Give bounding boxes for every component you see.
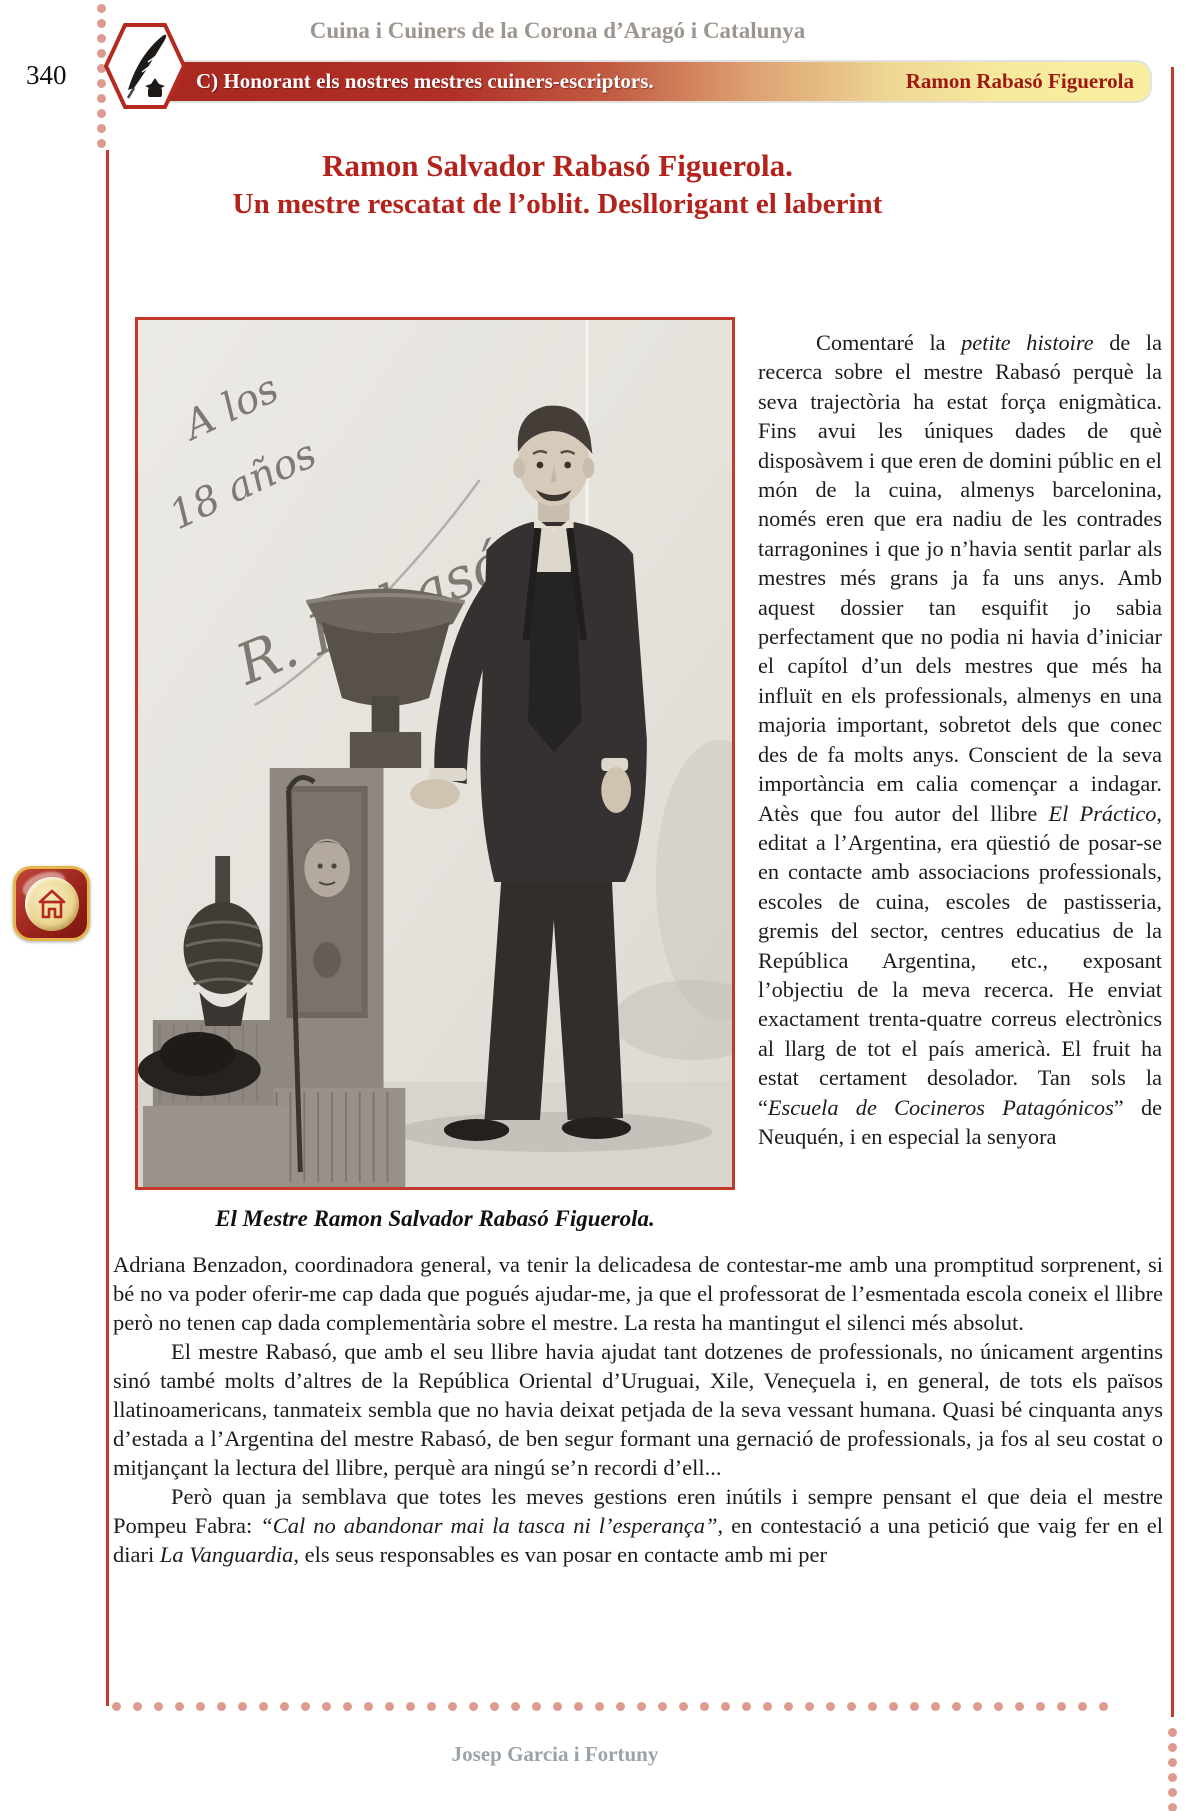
portrait-photo-art	[138, 320, 732, 1187]
section-label: C) Honorant els nostres mestres cuiners-escriptors.	[196, 69, 654, 93]
bottom-dotted-rule	[112, 1702, 1108, 1711]
footer-author: Josep Garcia i Fortuny	[451, 1742, 659, 1766]
page-number: 340	[26, 60, 67, 90]
left-margin-rule	[106, 150, 109, 1706]
right-margin-rule	[1171, 67, 1174, 1717]
article-title: Ramon Salvador Rabasó Figuerola.	[322, 148, 793, 183]
article-paragraph: Però quan ja semblava que totes les meves gestions eren inútils i sempre pensant el que deia el mestre Pompeu Fabra: “Cal no abandonar mai la tasca ni l’esperança”, en contestació a una petició que vaig fer en el diari La Vanguardia, els seus responsables es van posar en contacte amb mi per	[113, 1484, 1163, 1567]
book-title: Cuina i Cuiners de la Corona d’Aragó i Catalunya	[309, 18, 806, 43]
right-bottom-dotted-rule	[1168, 1728, 1177, 1811]
photo-caption: El Mestre Ramon Salvador Rabasó Figuerola.	[215, 1206, 655, 1231]
article-title-block	[110, 146, 1005, 222]
home-icon	[32, 884, 72, 924]
home-button[interactable]	[13, 866, 90, 941]
article-subtitle: Un mestre rescatat de l’oblit. Desllorigant el laberint	[232, 188, 883, 220]
quill-inkwell-icon	[104, 18, 186, 114]
photo-inscription-signature: R.	[227, 615, 308, 699]
article-column-right: Comentaré la petite histoire de la recerca sobre el mestre Rabasó perquè la seva trajectòria ha estat força enigmàtica. Fins avui les úniques dades de què disposàvem i que eren de domini públic en el món de la cuina, almenys barcelonina, només eren que era nadiu de les contrades tarragonines i que jo n’havia sentit parlar als mestres més grans ja fa uns anys. Amb aquest dossier tan esquifit jo sabia perfectament que no podia ni havia d’iniciar el capítol d’un dels mestres que més ha influït en els professionals, almenys en una majoria important, sobretot dels que conec des de fa molts anys. Conscient de la seva importància em calia començar a indagar. Atès que fou autor del llibre El Práctico, editat a l’Argentina, era qüestió de posar-se en contacte amb associacions professionals, escoles de cuina, escoles de pastisseria, gremis del sector, centres educatius de la República Argentina, etc., exposant l’objectiu de la meva recerca. He enviat exactament trenta-quatre correus electrònics al llarg de tot el país americà. El fruit ha estat certament desolador. Tan sols la “Escuela de Cocineros Patagónicos” de Neuquén, i en especial la senyora	[758, 330, 1163, 1149]
article-paragraph: Adriana Benzadon, coordinadora general, va tenir la delicadesa de contestar-me amb una promptitud sorprenent, si bé no va poder oferir-me cap dada que pogués ajudar-me, ja que el professorat de l’esmentada escola coneix el llibre però no tenen cap dada complementària sobre el mestre. La resta ha mantingut el silenci més absolut.	[113, 1252, 1163, 1335]
portrait-photo	[135, 317, 735, 1190]
article-paragraph: El mestre Rabasó, que amb el seu llibre havia ajudat tant dotzenes de professionals, no únicament argentins sinó també molts d’altres de la República Oriental d’Uruguai, Xile, Veneçuela i, en general, de tots els països llatinoamericans, tanmateix sembla que no havia deixat petjada de la seva vessant humana. Quasi bé cinquanta anys d’estada a l’Argentina del mestre Rabasó, de ben segur formant una gernació de professionals, ja fos al seu costat o mitjançant la lectura del llibre, perquè ara ningú se’n recordi d’ell...	[113, 1339, 1163, 1480]
photo-inscription-line2: 18 años	[162, 430, 324, 540]
chapter-label: Ramon Rabasó Figuerola	[905, 69, 1134, 93]
chapter-header-bar	[150, 62, 1150, 101]
article-bottom-text	[113, 1250, 1163, 1569]
photo-inscription-line1: A los	[177, 365, 286, 450]
